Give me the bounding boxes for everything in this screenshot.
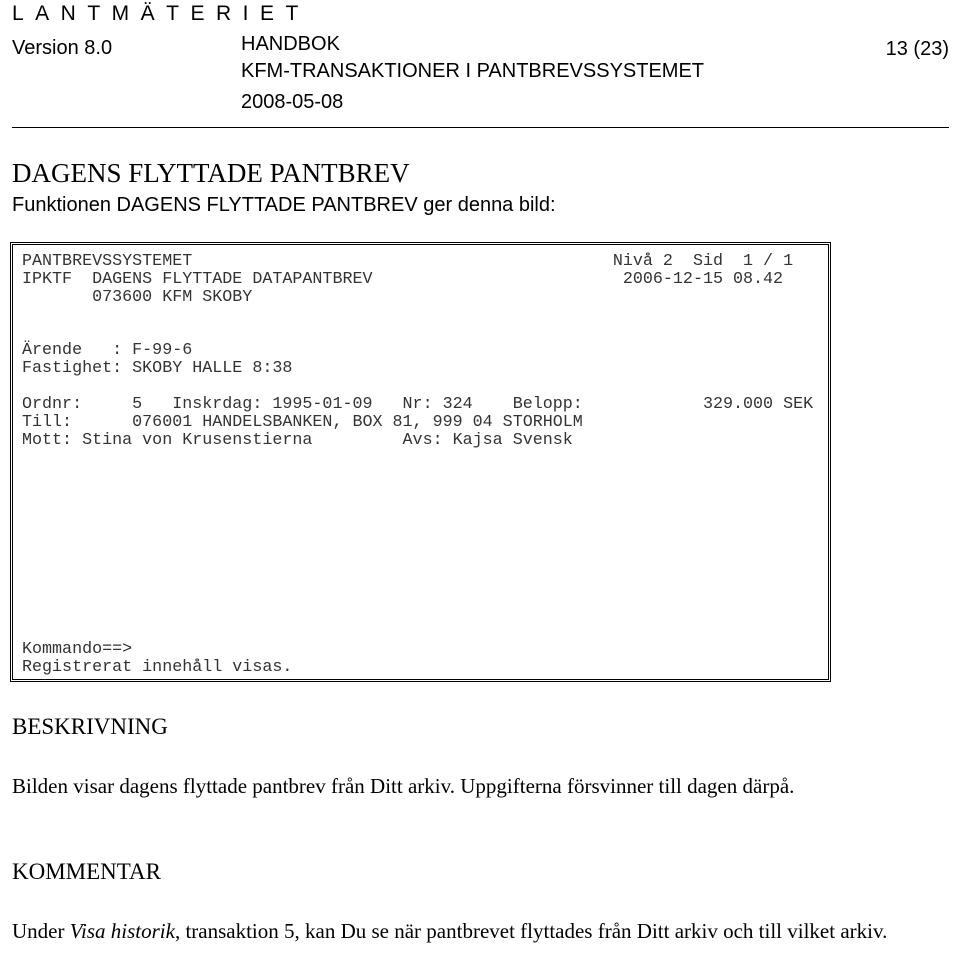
screen-status-message: Registrerat innehåll visas. — [22, 658, 293, 677]
section-title: DAGENS FLYTTADE PANTBREV — [12, 158, 410, 188]
screen-line-system: PANTBREVSSYSTEMET Nivå 2 Sid 1 / 1 — [22, 252, 794, 271]
brand-logo-text: LANTMÄTERIET — [12, 2, 310, 25]
comment-text-end: , transaktion 5, kan Du se när pantbrevet flyttades från Ditt arkiv och till vilket arkiv. — [174, 919, 888, 943]
description-text: Bilden visar dagens flyttade pantbrev från Ditt arkiv. Uppgifterna försvinner till dagen därpå. — [12, 774, 795, 798]
screen-line-ordnr: Ordnr: 5 Inskrdag: 1995-01-09 Nr: 324 Belopp: 329.000 SEK — [22, 395, 814, 414]
screen-line-function: IPKTF DAGENS FLYTTADE DATAPANTBREV 2006-12-15 08.42 — [22, 270, 784, 289]
screen-line-fastighet: Fastighet: SKOBY HALLE 8:38 — [22, 359, 293, 378]
screen-line-office: 073600 KFM SKOBY — [22, 288, 253, 307]
page-number: 13 (23) — [885, 38, 949, 60]
comment-heading: KOMMENTAR — [12, 859, 161, 884]
comment-text — [12, 918, 947, 944]
screen-line-mottagare: Mott: Stina von Krusenstierna Avs: Kajsa Svensk — [22, 431, 573, 450]
comment-text-start: Under — [12, 919, 70, 943]
screen-line-arende: Ärende : F-99-6 — [22, 341, 193, 360]
terminal-screen — [10, 242, 831, 682]
description-heading: BESKRIVNING — [12, 714, 168, 739]
document-type: HANDBOK — [241, 33, 340, 55]
document-subtitle: KFM-TRANSAKTIONER I PANTBREVSSYSTEMET — [241, 60, 705, 82]
document-date: 2008-05-08 — [241, 91, 344, 113]
comment-text-italic: Visa historik — [69, 919, 175, 943]
screen-line-till: Till: 076001 HANDELSBANKEN, BOX 81, 999 04 STORHOLM — [22, 413, 583, 432]
version-label: Version 8.0 — [12, 37, 113, 59]
section-intro: Funktionen DAGENS FLYTTADE PANTBREV ger denna bild: — [12, 194, 556, 216]
screen-command-prompt: Kommando==> — [22, 640, 133, 659]
header-divider — [12, 127, 949, 128]
